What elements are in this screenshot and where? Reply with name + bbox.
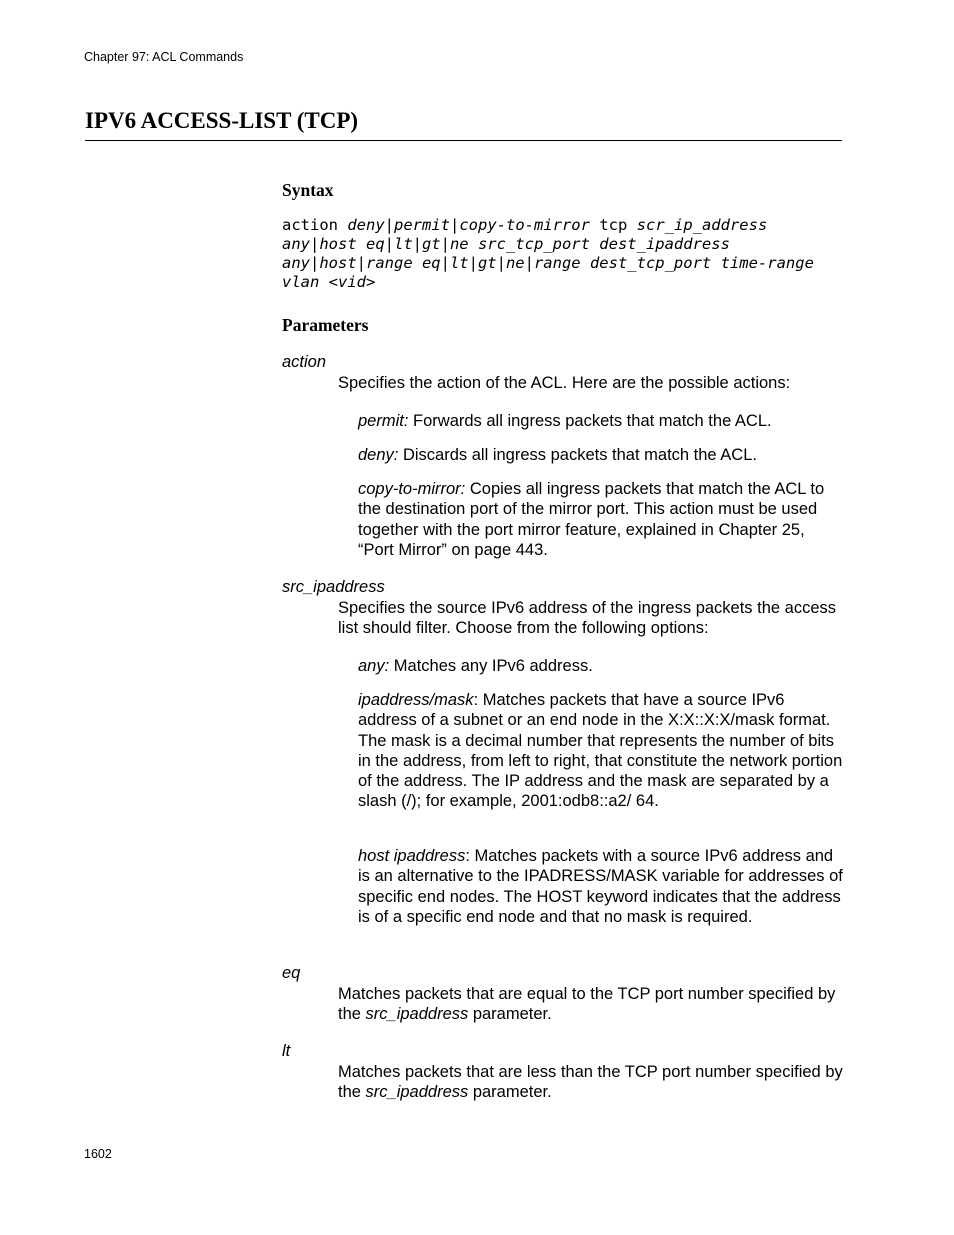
option-term: host ipaddress xyxy=(358,847,466,865)
syntax-line xyxy=(282,216,814,235)
param-desc-lt xyxy=(338,1062,843,1103)
param-term-action: action xyxy=(282,353,327,371)
syntax-keyword xyxy=(338,216,347,234)
param-term-src-ipaddress: src_ipaddress xyxy=(282,578,385,596)
page-title: IPV6 ACCESS-LIST (TCP) xyxy=(85,108,359,133)
parameters-heading: Parameters xyxy=(282,315,369,335)
option-term: permit: xyxy=(358,412,409,430)
param-desc-eq xyxy=(338,984,843,1025)
syntax-block xyxy=(282,216,814,292)
syntax-variable: deny|permit|copy-to-mirror xyxy=(347,216,590,234)
syntax-heading: Syntax xyxy=(282,180,334,200)
syntax-variable: vlan <vid> xyxy=(282,273,376,291)
option-text: : Matches packets with a source IPv6 address and is an alternative to the IPADRESS/MASK variable for addresses of specific end nodes. The HOST keyword indicates that the address is of a specific end node and that no mask is required. xyxy=(358,847,843,926)
syntax-line xyxy=(282,235,814,254)
running-header: Chapter 97: ACL Commands xyxy=(84,50,244,64)
title-divider xyxy=(85,140,842,141)
syntax-line xyxy=(282,254,814,273)
desc-italic: src_ipaddress xyxy=(365,1005,469,1024)
syntax-keyword: action xyxy=(282,216,338,234)
desc-text: parameter. xyxy=(468,1083,552,1102)
desc-italic: src_ipaddress xyxy=(365,1083,469,1102)
option-deny xyxy=(358,445,843,465)
syntax-variable: any|host|range eq|lt|gt|ne|range dest_tcp_port time-range xyxy=(282,254,814,272)
desc-text: parameter. xyxy=(468,1005,552,1024)
option-term: deny: xyxy=(358,446,399,464)
desc-text: Matches packets that are less than the TCP port number specified by the xyxy=(338,1063,843,1102)
syntax-keyword: tcp xyxy=(589,216,637,234)
desc-text: Matches packets that are equal to the TCP port number specified by the xyxy=(338,985,836,1024)
option-ipaddress-mask xyxy=(358,690,843,812)
option-permit xyxy=(358,411,843,431)
option-any xyxy=(358,656,843,676)
syntax-variable: scr_ip_address xyxy=(636,216,768,234)
param-desc-action: Specifies the action of the ACL. Here are the possible actions: xyxy=(338,374,791,392)
option-host-ipaddress xyxy=(358,846,843,927)
option-text: Discards all ingress packets that match the ACL. xyxy=(398,446,757,464)
option-term: any: xyxy=(358,657,390,675)
param-term-lt: lt xyxy=(282,1042,291,1060)
syntax-variable: any|host eq|lt|gt|ne src_tcp_port dest_ipaddress xyxy=(282,235,730,253)
option-text: Matches any IPv6 address. xyxy=(389,657,593,675)
option-term: ipaddress/mask xyxy=(358,691,474,709)
syntax-line xyxy=(282,273,814,292)
param-desc-src-ipaddress: Specifies the source IPv6 address of the ingress packets the access list should filter. Choose from the following options: xyxy=(338,599,837,638)
param-term-eq: eq xyxy=(282,964,301,982)
option-text: : Matches packets that have a source IPv6 address of a subnet or an end node in the X:X::X:X/mask format. The mask is a decimal number that represents the number of bits in the address, from left to right, that constitute the network portion of the address. The IP address and the mask are separated by a slash (/); for example, 2001:odb8::a2/ 64. xyxy=(358,691,843,811)
option-term: copy-to-mirror: xyxy=(358,480,466,498)
option-text: Copies all ingress packets that match the ACL to the destination port of the mirror port. This action must be used together with the port mirror feature, explained in Chapter 25, “Port Mirror” on page 443. xyxy=(358,480,825,559)
page-number: 1602 xyxy=(84,1147,112,1161)
option-copy-to-mirror xyxy=(358,479,843,560)
option-text: Forwards all ingress packets that match the ACL. xyxy=(408,412,772,430)
